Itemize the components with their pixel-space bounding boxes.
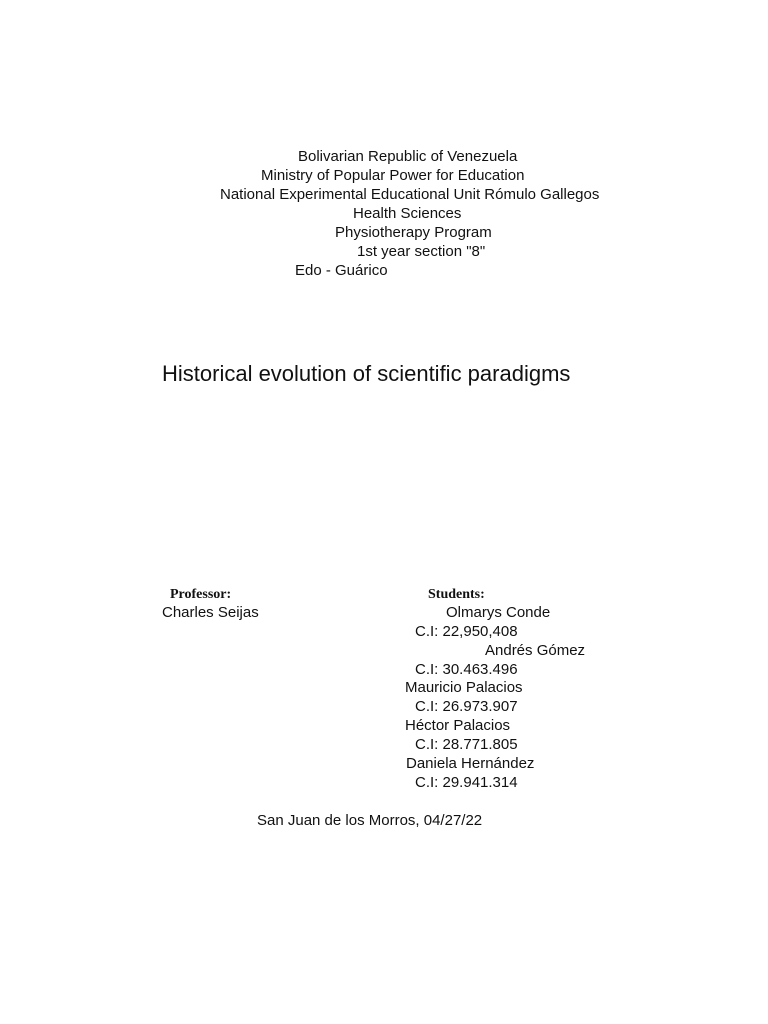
students-label: Students: (428, 587, 485, 602)
header-section: 1st year section "8" (357, 243, 486, 260)
header-field: Health Sciences (353, 205, 462, 222)
student-ci: C.I: 30.463.496 (415, 661, 518, 678)
student-ci: C.I: 29.941.314 (415, 774, 518, 791)
header-school: National Experimental Educational Unit Rómulo Gallegos (220, 186, 600, 203)
header-program: Physiotherapy Program (335, 224, 492, 241)
student-name: Daniela Hernández (406, 755, 535, 772)
student-ci: C.I: 22,950,408 (415, 623, 518, 640)
place-date: San Juan de los Morros, 04/27/22 (257, 812, 483, 829)
student-name: Olmarys Conde (446, 604, 551, 621)
student-name: Mauricio Palacios (405, 679, 523, 696)
header-state: Edo - Guárico (295, 262, 388, 279)
document-title: Historical evolution of scientific paradigms (162, 361, 571, 386)
student-name: Andrés Gómez (485, 642, 586, 659)
header-ministry: Ministry of Popular Power for Education (261, 167, 525, 184)
student-ci: C.I: 26.973.907 (415, 698, 518, 715)
header-country: Bolivarian Republic of Venezuela (298, 148, 518, 165)
student-name: Héctor Palacios (405, 717, 511, 734)
professor-name: Charles Seijas (162, 604, 259, 621)
student-ci: C.I: 28.771.805 (415, 736, 518, 753)
professor-label: Professor: (170, 587, 232, 602)
